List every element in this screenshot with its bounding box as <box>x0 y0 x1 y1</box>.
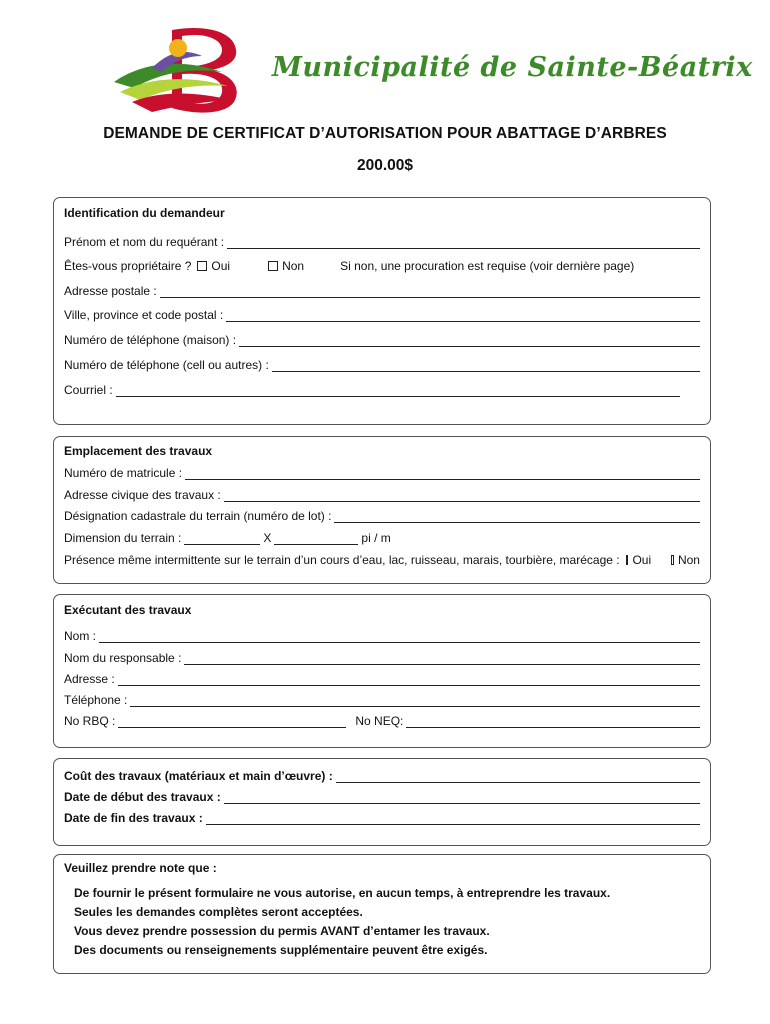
field-label: Ville, province et code postal : <box>64 308 224 322</box>
field-label: Courriel : <box>64 383 113 397</box>
header <box>0 0 770 120</box>
note-item: Seules les demandes complètes seront acceptées. <box>74 905 363 919</box>
phone-home-row <box>64 329 700 347</box>
field-label: Adresse : <box>64 672 115 686</box>
note-item: De fournir le présent formulaire ne vous autorise, en aucun temps, à entreprendre les travaux. <box>74 886 611 900</box>
cost-row <box>64 765 700 783</box>
work-location-section <box>53 436 711 584</box>
water-row <box>64 549 700 567</box>
contractor-phone-field[interactable] <box>130 693 700 707</box>
section-heading: Veuillez prendre note que : <box>64 861 217 875</box>
email-row <box>64 379 700 397</box>
cost-dates-section <box>53 758 711 846</box>
contractor-address-row <box>64 668 700 686</box>
notes-section <box>53 854 711 974</box>
start-date-field[interactable] <box>224 790 700 804</box>
field-label: Date de fin des travaux : <box>64 811 203 825</box>
field-label: Prénom et nom du requérant : <box>64 235 225 249</box>
responsible-field[interactable] <box>184 651 700 665</box>
water-yes-checkbox[interactable] <box>626 555 629 565</box>
owner-note: Si non, une procuration est requise (voir dernière page) <box>340 259 635 273</box>
field-label: Coût des travaux (matériaux et main d’œuvre) : <box>64 769 333 783</box>
field-label: Désignation cadastrale du terrain (numéro de lot) : <box>64 509 332 523</box>
name-row <box>64 231 700 249</box>
field-label: Numéro de téléphone (maison) : <box>64 333 237 347</box>
contractor-address-field[interactable] <box>118 672 700 686</box>
field-label: Numéro de téléphone (cell ou autres) : <box>64 358 269 372</box>
cost-field[interactable] <box>336 769 700 783</box>
end-date-row <box>64 807 700 825</box>
field-label: Êtes-vous propriétaire ? <box>64 259 192 273</box>
field-label: Adresse postale : <box>64 284 157 298</box>
matricule-field[interactable] <box>185 466 700 480</box>
dimension-unit: pi / m <box>361 531 391 545</box>
phone-cell-row <box>64 354 700 372</box>
checkbox-label: Oui <box>211 259 231 273</box>
field-label: Dimension du terrain : <box>64 531 182 545</box>
city-row <box>64 304 700 322</box>
page-title: DEMANDE DE CERTIFICAT D’AUTORISATION POUR ABATTAGE D’ARBRES <box>103 125 667 142</box>
contractor-name-field[interactable] <box>99 629 700 643</box>
section-heading: Exécutant des travaux <box>64 603 192 617</box>
section-heading: Identification du demandeur <box>64 206 225 220</box>
neq-field[interactable] <box>406 714 700 728</box>
dimension-separator: X <box>263 531 272 545</box>
dimension-row <box>64 527 700 545</box>
name-field[interactable] <box>227 235 700 249</box>
phone-home-field[interactable] <box>239 333 700 347</box>
email-field[interactable] <box>116 383 680 397</box>
address-row <box>64 280 700 298</box>
field-label: Présence même intermittente sur le terrain d’un cours d’eau, lac, ruisseau, marais, tourbière, marécage : <box>64 553 620 567</box>
field-label: Date de début des travaux : <box>64 790 221 804</box>
note-item: Vous devez prendre possession du permis AVANT d’entamer les travaux. <box>74 924 490 938</box>
field-label: No NEQ: <box>355 714 404 728</box>
field-label: Nom du responsable : <box>64 651 182 665</box>
checkbox-label: Non <box>282 259 305 273</box>
field-label: Adresse civique des travaux : <box>64 488 221 502</box>
city-field[interactable] <box>226 308 700 322</box>
municipality-logo-icon <box>112 22 248 114</box>
responsible-row <box>64 647 700 665</box>
phone-cell-field[interactable] <box>272 358 700 372</box>
checkbox-label: Non <box>677 553 700 567</box>
civic-address-row <box>64 484 700 502</box>
address-field[interactable] <box>160 284 700 298</box>
section-heading: Emplacement des travaux <box>64 444 213 458</box>
applicant-section <box>53 197 711 425</box>
field-label: Téléphone : <box>64 693 128 707</box>
checkbox-label: Oui <box>632 553 652 567</box>
owner-yes-checkbox[interactable] <box>197 261 207 271</box>
note-item: Des documents ou renseignements supplémentaire peuvent être exigés. <box>74 943 488 957</box>
end-date-field[interactable] <box>206 811 700 825</box>
municipality-name: Municipalité de Sainte-Béatrix <box>272 52 753 83</box>
water-no-checkbox[interactable] <box>671 555 674 565</box>
civic-address-field[interactable] <box>224 488 700 502</box>
cadastral-row <box>64 505 700 523</box>
registration-row <box>64 710 700 728</box>
contractor-name-row <box>64 625 700 643</box>
cadastral-field[interactable] <box>334 509 700 523</box>
owner-no-checkbox[interactable] <box>268 261 278 271</box>
field-label: No RBQ : <box>64 714 116 728</box>
dimension-length-field[interactable] <box>274 531 358 545</box>
field-label: Numéro de matricule : <box>64 466 183 480</box>
rbq-field[interactable] <box>118 714 346 728</box>
contractor-phone-row <box>64 689 700 707</box>
matricule-row <box>64 462 700 480</box>
dimension-width-field[interactable] <box>184 531 260 545</box>
owner-row <box>64 255 700 273</box>
price: 200.00$ <box>356 157 414 174</box>
contractor-section <box>53 594 711 748</box>
field-label: Nom : <box>64 629 97 643</box>
start-date-row <box>64 786 700 804</box>
